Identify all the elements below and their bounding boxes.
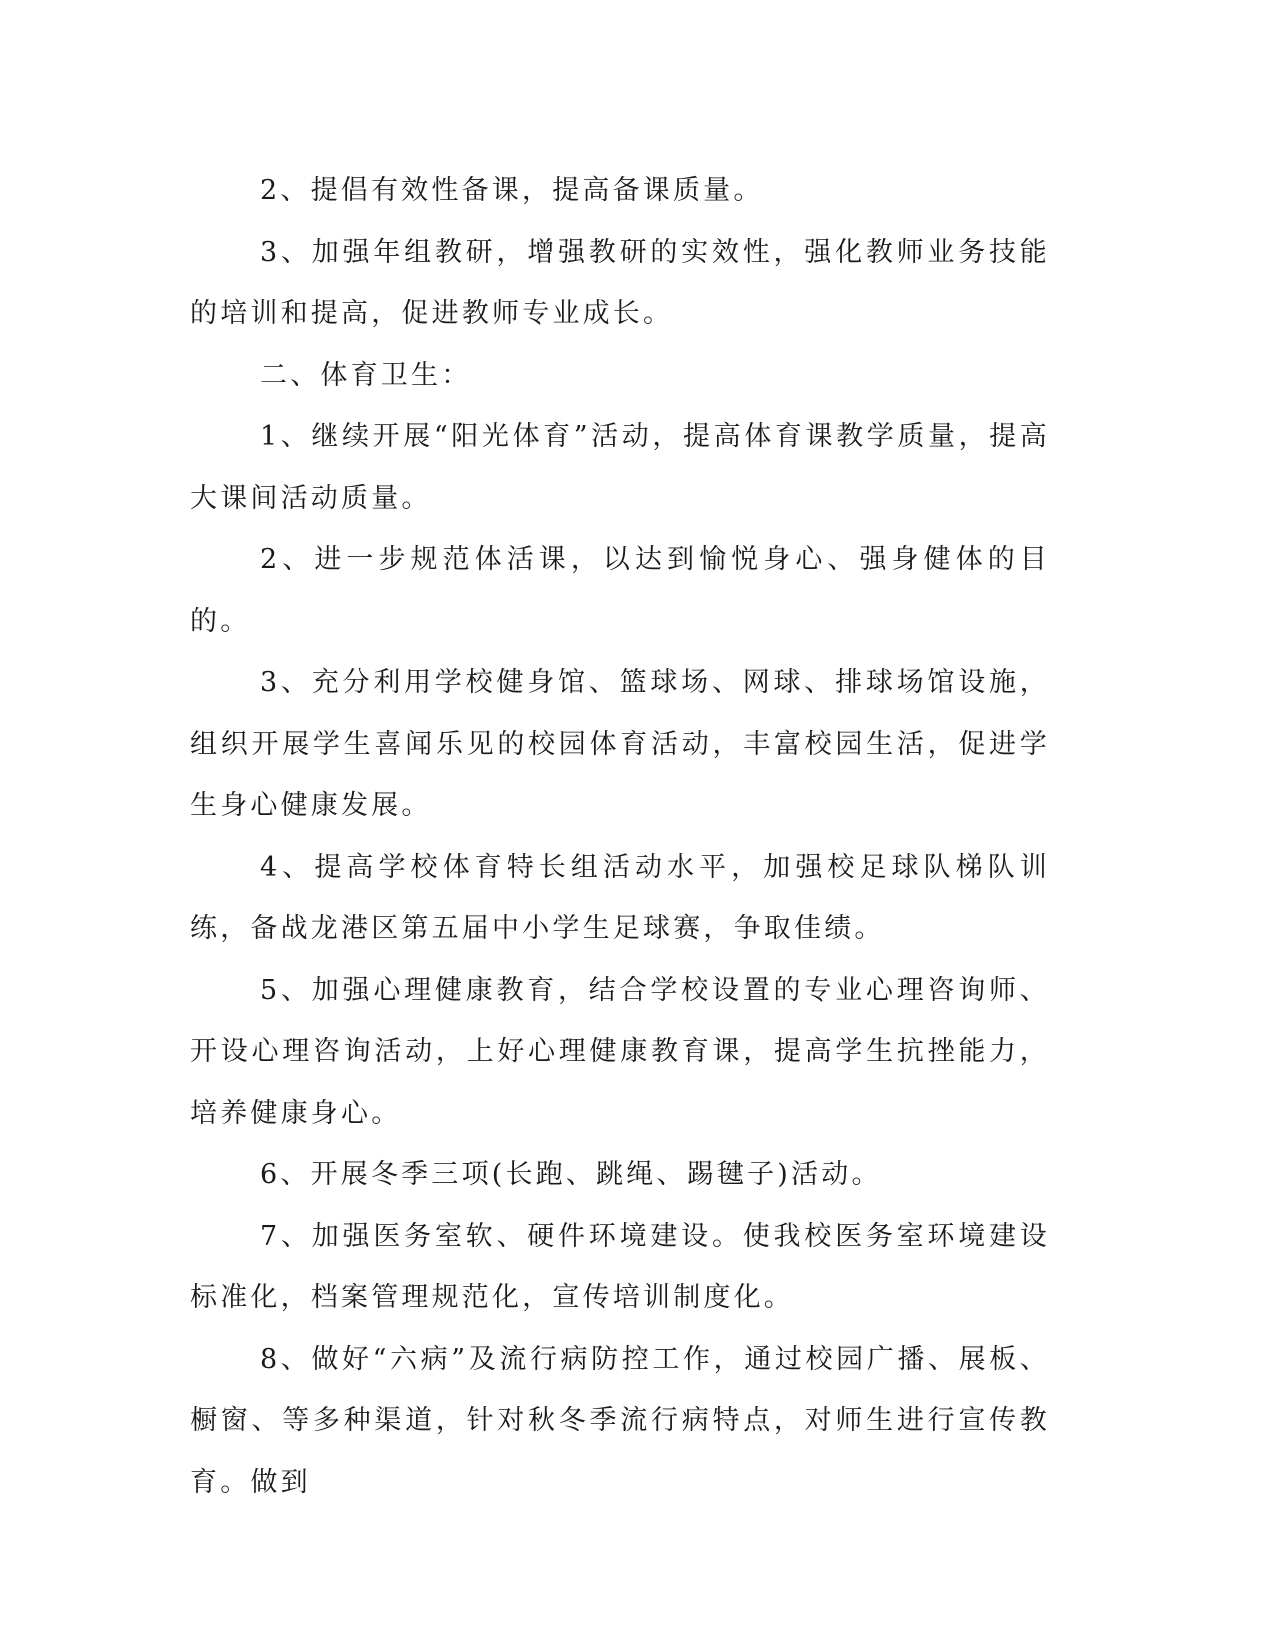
paragraph-lesson-prep: 2、提倡有效性备课，提高备课质量。	[260, 175, 764, 206]
paragraph-sunshine-sports: 1、继续开展“阳光体育”活动，提高体育课教学质量，提高大课间活动质量。	[190, 421, 1050, 514]
paragraph-mental-health: 5、加强心理健康教育，结合学校设置的专业心理咨询师、开设心理咨询活动，上好心理健康教育课，提高学生抗挫能力，培养健康身心。	[190, 974, 1050, 1129]
paragraph-disease-prevention: 8、做好“六病”及流行病防控工作，通过校园广播、展板、橱窗、等多种渠道，针对秋冬季流行病特点，对师生进行宣传教育。做到	[190, 1343, 1050, 1498]
paragraph-football: 4、提高学校体育特长组活动水平，加强校足球队梯队训练，备战龙港区第五届中小学生足球赛，争取佳绩。	[190, 851, 1050, 944]
paragraph-facilities: 3、充分利用学校健身馆、篮球场、网球、排球场馆设施，组织开展学生喜闻乐见的校园体育活动，丰富校园生活，促进学生身心健康发展。	[190, 667, 1050, 821]
paragraph-infirmary: 7、加强医务室软、硬件环境建设。使我校医务室环境建设标准化，档案管理规范化，宣传培训制度化。	[190, 1220, 1050, 1313]
paragraph-grade-research: 3、加强年组教研，增强教研的实效性，强化教师业务技能的培训和提高，促进教师专业成长。	[190, 236, 1050, 329]
paragraph-winter-activities: 6、开展冬季三项(长跑、跳绳、踢毽子)活动。	[260, 1159, 882, 1190]
paragraph-activity-class: 2、进一步规范体活课，以达到愉悦身心、强身健体的目的。	[190, 544, 1050, 637]
document-body	[190, 160, 1050, 1513]
section-heading-pe-health: 二、体育卫生：	[260, 359, 472, 391]
